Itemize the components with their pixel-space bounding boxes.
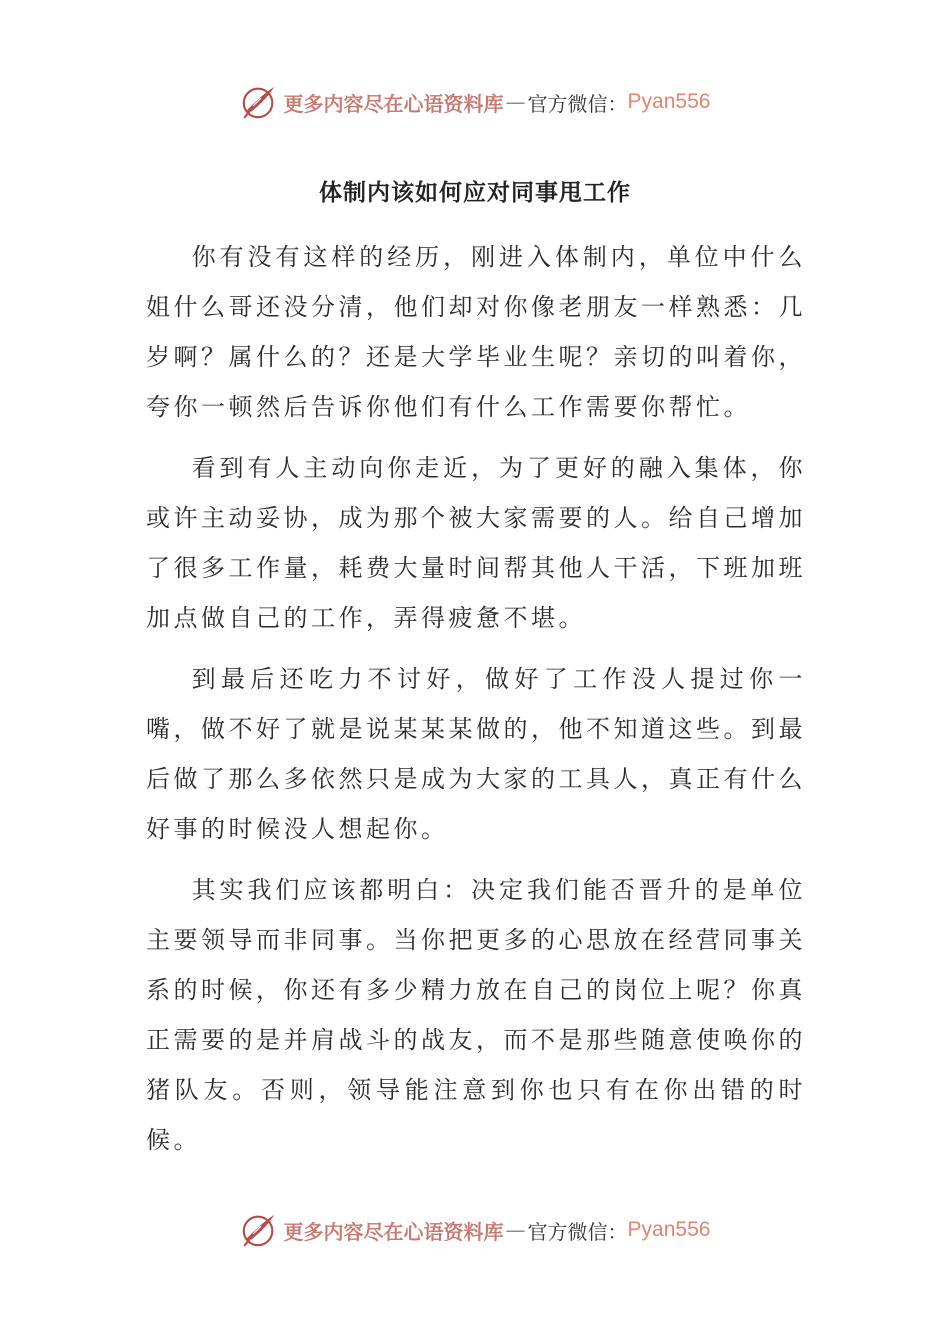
wechat-account: Pyan556	[627, 1218, 711, 1241]
brand-name: 更多内容尽在心语资料库	[283, 1219, 504, 1244]
brand-name: 更多内容尽在心语资料库	[283, 91, 504, 116]
wechat-account: Pyan556	[627, 90, 711, 113]
header-banner	[0, 80, 950, 124]
paragraph: 到最后还吃力不讨好，做好了工作没人提过你一嘴，做不好了就是说某某某做的，他不知道这些。到最后做了那么多依然只是成为大家的工具人，真正有什么好事的时候没人想起你。	[146, 665, 806, 843]
paragraph: 你有没有这样的经历，刚进入体制内，单位中什么姐什么哥还没分清，他们却对你像老朋友一样熟悉：几岁啊？属什么的？还是大学毕业生呢？亲切的叫着你，夸你一顿然后告诉你他们有什么工作需要你帮忙。	[146, 243, 806, 421]
wechat-label: 官方微信：	[527, 91, 628, 116]
paragraph: 看到有人主动向你走近，为了更好的融入集体，你或许主动妥协，成为那个被大家需要的人。给自己增加了很多工作量，耗费大量时间帮其他人干活，下班加班加点做自己的工作，弄得疲惫不堪。	[146, 454, 806, 632]
banner-separator: —	[505, 90, 526, 114]
quill-pen-logo-icon	[240, 1211, 278, 1249]
document-body	[146, 232, 806, 1176]
paragraph: 其实我们应该都明白：决定我们能否晋升的是单位主要领导而非同事。当你把更多的心思放在经营同事关系的时候，你还有多少精力放在自己的岗位上呢？你真正需要的是并肩战斗的战友，而不是那些随意使唤你的猪队友。否则，领导能注意到你也只有在你出错的时候。	[146, 876, 806, 1154]
banner-separator: —	[505, 1218, 526, 1242]
footer-banner	[0, 1208, 950, 1252]
wechat-label: 官方微信：	[527, 1219, 628, 1244]
quill-pen-logo-icon	[240, 83, 278, 121]
document-title: 体制内该如何应对同事甩工作	[319, 180, 631, 206]
